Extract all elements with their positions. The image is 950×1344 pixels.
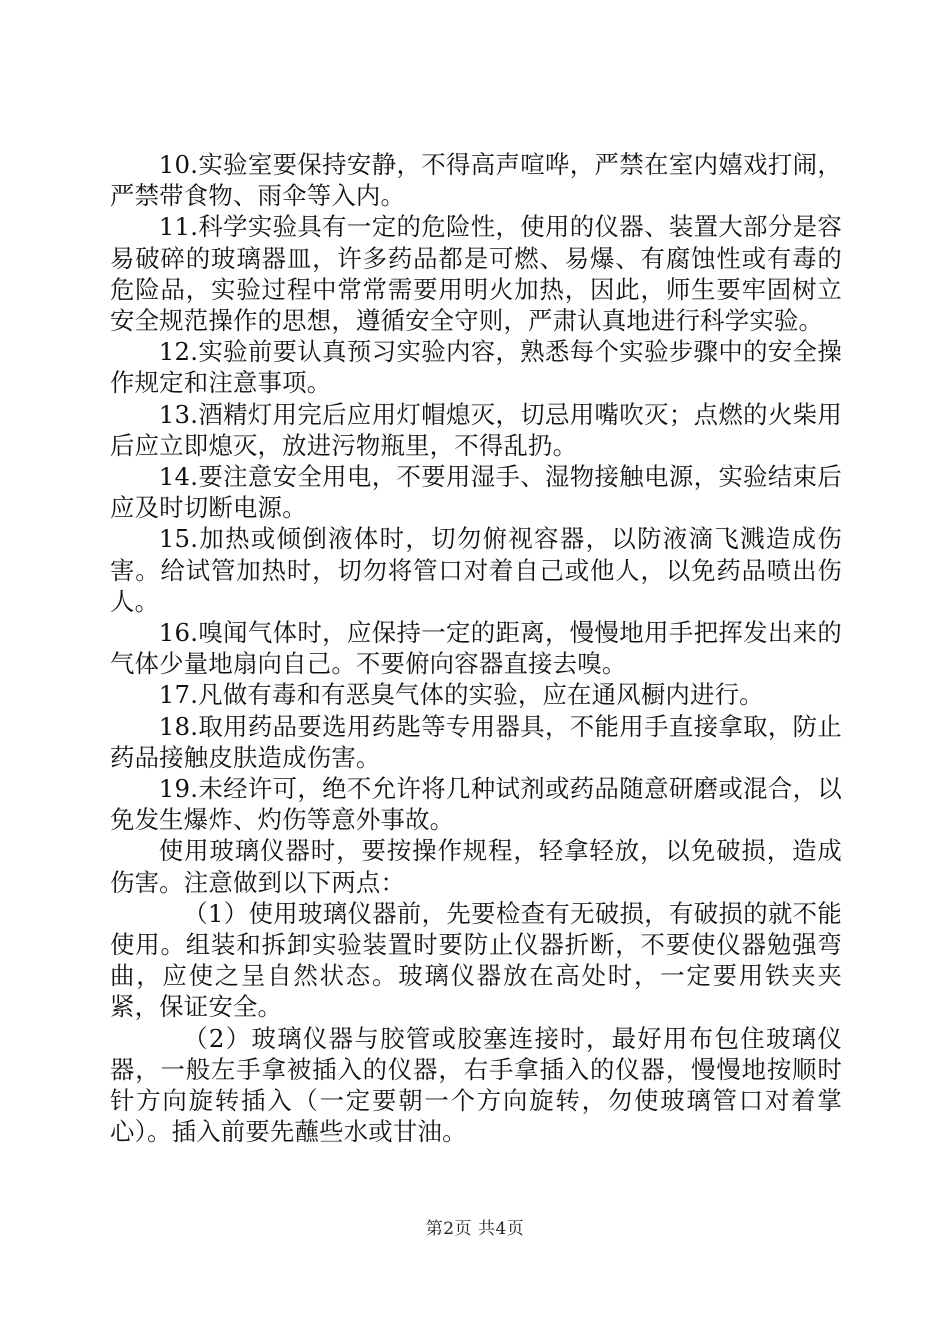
paragraph-rule-10: 10.实验室要保持安静，不得高声喧哗，严禁在室内嬉戏打闹，严禁带食物、雨伞等入内。 — [110, 150, 842, 211]
paragraph-rule-15: 15.加热或倾倒液体时，切勿俯视容器，以防液滴飞溅造成伤害。给试管加热时，切勿将管口对着自己或他人，以免药品喷出伤人。 — [110, 524, 842, 616]
paragraph-rule-13: 13.酒精灯用完后应用灯帽熄灭，切忌用嘴吹灭；点燃的火柴用后应立即熄灭，放进污物瓶里，不得乱扔。 — [110, 399, 842, 460]
paragraph-rule-11: 11.科学实验具有一定的危险性，使用的仪器、装置大部分是容易破碎的玻璃器皿，许多药品都是可燃、易爆、有腐蚀性或有毒的危险品，实验过程中常常需要用明火加热，因此，师生要牢固树立安全规范操作的思想，遵循安全守则，严肃认真地进行科学实验。 — [110, 212, 842, 336]
paragraph-rule-18: 18.取用药品要选用药匙等专用器具，不能用手直接拿取，防止药品接触皮肤造成伤害。 — [110, 711, 842, 772]
paragraph-rule-17: 17.凡做有毒和有恶臭气体的实验，应在通风橱内进行。 — [158, 680, 764, 710]
paragraph-rule-16: 16.嗅闻气体时，应保持一定的距离，慢慢地用手把挥发出来的气体少量地扇向自己。不要俯向容器直接去嗅。 — [110, 618, 842, 679]
paragraph-rule-14: 14.要注意安全用电，不要用湿手、湿物接触电源，实验结束后应及时切断电源。 — [110, 462, 842, 523]
paragraph-glassware-intro: 使用玻璃仪器时，要按操作规程，轻拿轻放，以免破损，造成伤害。注意做到以下两点： — [110, 836, 842, 897]
paragraph-rule-19: 19.未经许可，绝不允许将几种试剂或药品随意研磨或混合，以免发生爆炸、灼伤等意外事故。 — [110, 774, 842, 835]
paragraph-rule-12: 12.实验前要认真预习实验内容，熟悉每个实验步骤中的安全操作规定和注意事项。 — [110, 337, 842, 398]
document-body — [110, 149, 842, 1148]
page-footer: 第2页 共4页 — [425, 1219, 525, 1239]
paragraph-glassware-point-2: （2）玻璃仪器与胶管或胶塞连接时，最好用布包住玻璃仪器，一般左手拿被插入的仪器，右手拿插入的仪器，慢慢地按顺时针方向旋转插入（一定要朝一个方向旋转，勿使玻璃管口对着掌心）。插入前要先蘸些水或甘油。 — [110, 1023, 842, 1147]
paragraph-glassware-point-1: （1）使用玻璃仪器前，先要检查有无破损，有破损的就不能使用。组装和拆卸实验装置时要防止仪器折断，不要使仪器勉强弯曲，应使之呈自然状态。玻璃仪器放在高处时，一定要用铁夹夹紧，保证安全。 — [110, 898, 842, 1022]
